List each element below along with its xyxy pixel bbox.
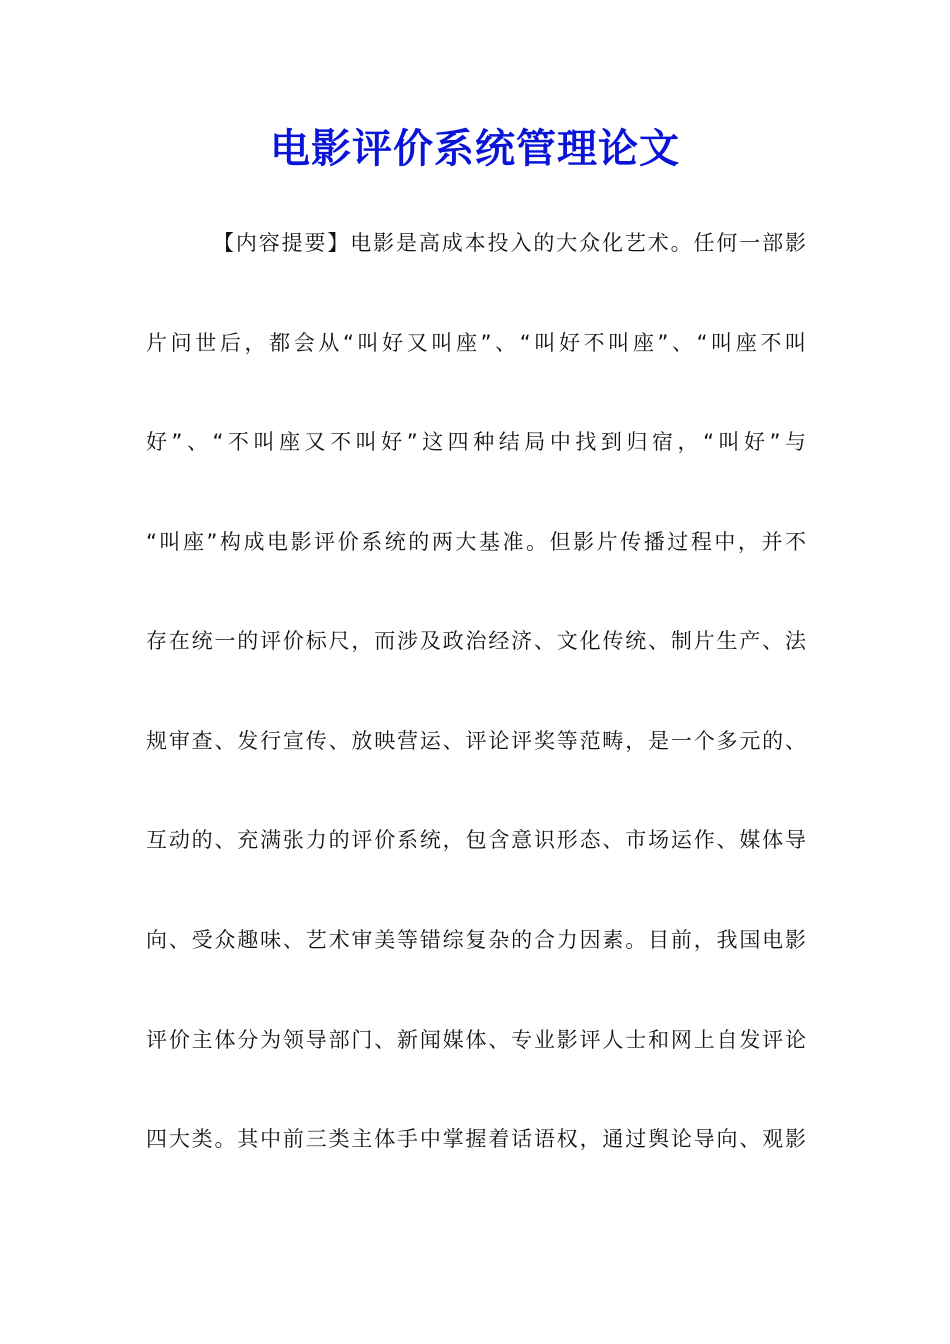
- text-line: 向、受众趣味、艺术审美等错综复杂的合力因素。目前，我国电影: [146, 928, 806, 952]
- text-line: 评价主体分为领导部门、新闻媒体、专业影评人士和网上自发评论: [146, 1028, 806, 1052]
- text-line: 规审查、发行宣传、放映营运、评论评奖等范畴，是一个多元的、: [146, 729, 806, 753]
- text-line: 四大类。其中前三类主体手中掌握着话语权，通过舆论导向、观影: [146, 1127, 806, 1151]
- text-line: 好”、“不叫座又不叫好”这四种结局中找到归宿，“叫好”与: [146, 430, 806, 454]
- text-line: 【内容提要】电影是高成本投入的大众化艺术。任何一部影: [213, 231, 806, 255]
- text-line: “叫座”构成电影评价系统的两大基准。但影片传播过程中，并不: [146, 530, 806, 554]
- document-title: 电影评价系统管理论文: [270, 125, 680, 172]
- text-line: 互动的、充满张力的评价系统，包含意识形态、市场运作、媒体导: [146, 828, 806, 852]
- text-line: 存在统一的评价标尺，而涉及政治经济、文化传统、制片生产、法: [146, 629, 806, 653]
- text-line: 片问世后，都会从“叫好又叫座”、“叫好不叫座”、“叫座不叫: [146, 331, 806, 355]
